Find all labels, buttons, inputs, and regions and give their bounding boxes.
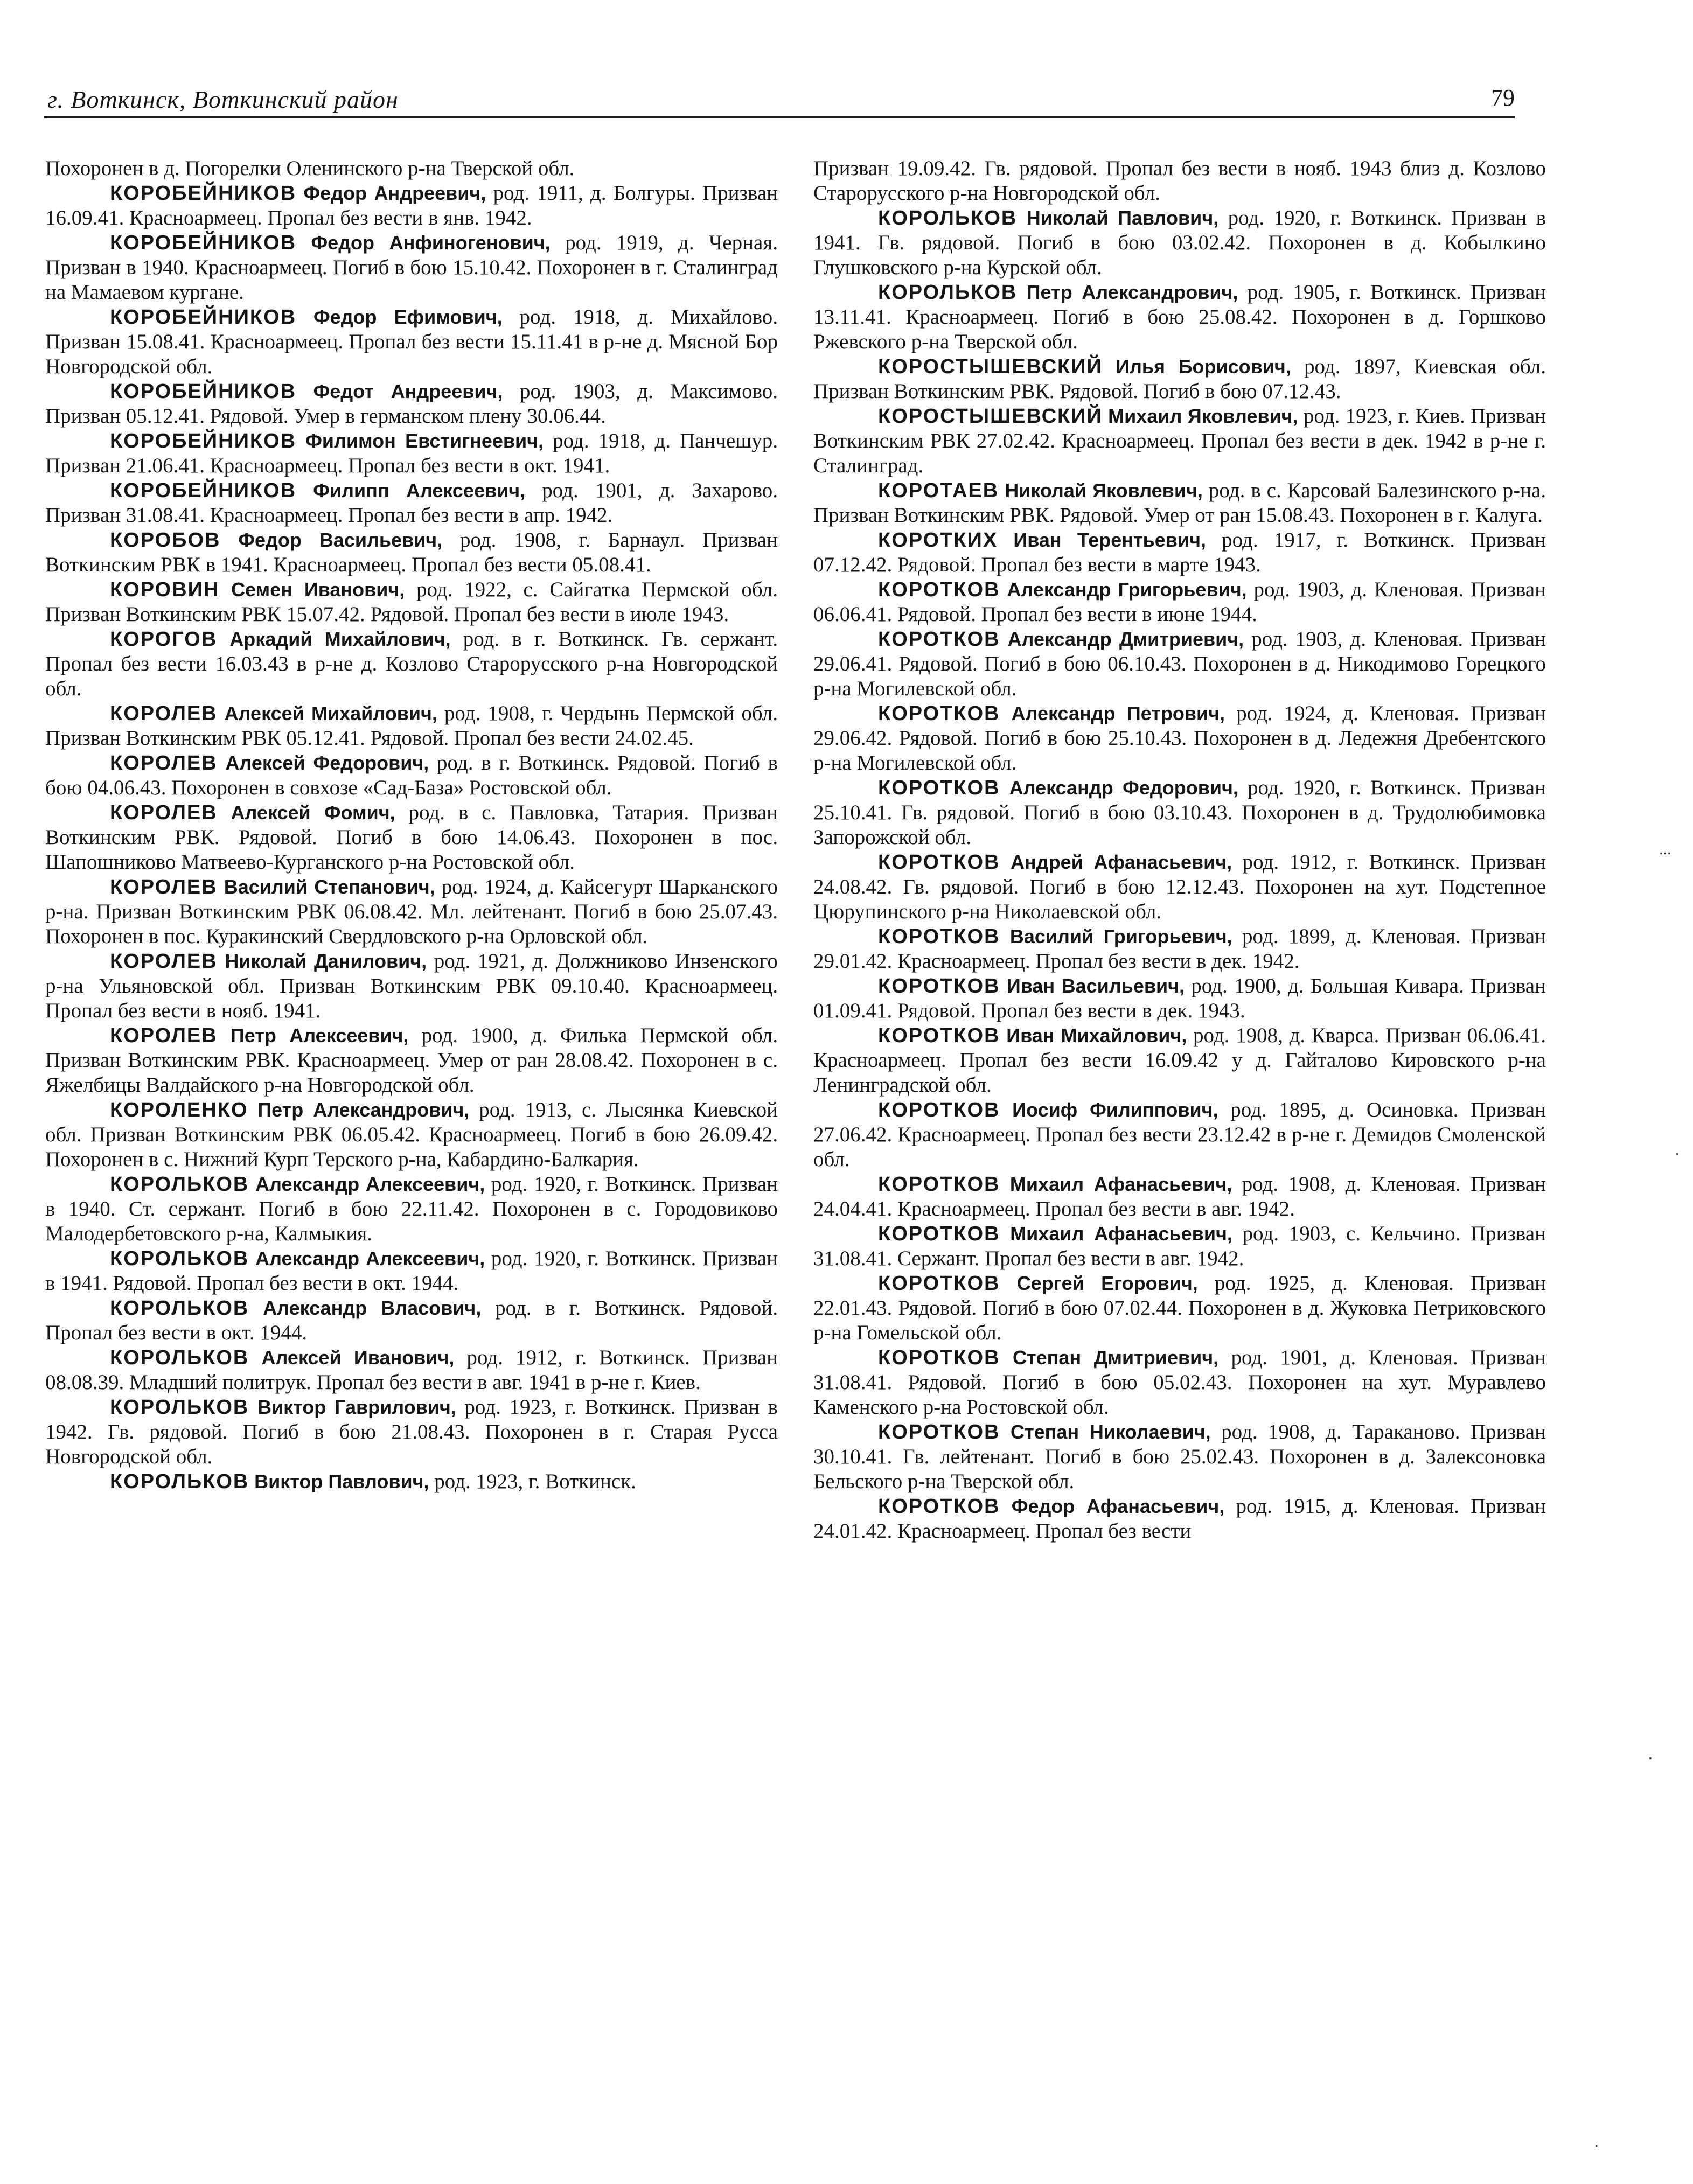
register-entry bbox=[813, 280, 1546, 354]
entry-surname: КОРОТКОВ bbox=[878, 702, 1000, 725]
entry-surname: КОРОЛЬКОВ bbox=[110, 1346, 249, 1369]
register-entry bbox=[45, 379, 778, 429]
entry-given-names: Иван Васильевич, bbox=[1006, 975, 1185, 997]
entry-given-names: Александр Дмитриевич, bbox=[1007, 628, 1244, 650]
register-entry bbox=[45, 701, 778, 751]
entry-given-names: Сергей Егорович, bbox=[1016, 1272, 1198, 1294]
entry-surname: КОРОЛЬКОВ bbox=[110, 1396, 249, 1419]
entry-details: род. 1923, г. Воткинск. bbox=[434, 1470, 636, 1493]
entry-given-names: Андрей Афанасьевич, bbox=[1011, 851, 1232, 873]
entry-details: род. 1923, г. Киев. Призван Воткинским РВК 27.02.42. Красноармеец. Пропал без вести в дек. 1942 в р-не г. Сталинград. bbox=[813, 404, 1546, 477]
entry-given-names: Александр Алексеевич, bbox=[255, 1247, 485, 1269]
entry-details: род. 1908, г. Чердынь Пермской обл. Призван Воткинским РВК 05.12.41. Рядовой. Пропал без вести 24.02.45. bbox=[45, 702, 778, 750]
register-entry bbox=[813, 404, 1546, 478]
entry-details: род. в с. Карсовай Балезинского р-на. Призван Воткинским РВК. Рядовой. Умер от ран 15.08.43. Похоронен в г. Калуга. bbox=[813, 479, 1546, 527]
print-speck: . bbox=[1648, 1745, 1653, 1763]
entry-given-names: Филимон Евстигнеевич, bbox=[305, 430, 544, 452]
entry-continuation bbox=[45, 156, 778, 181]
entry-details: род. 1923, г. Воткинск. Призван в 1942. Гв. рядовой. Погиб в бою 21.08.43. Похоронен в г. Старая Русса Новгородской обл. bbox=[45, 1395, 778, 1468]
entry-details: род. 1900, д. Большая Кивара. Призван 01.09.41. Рядовой. Пропал без вести в дек. 1943. bbox=[813, 974, 1546, 1022]
entry-given-names: Александр Григорьевич, bbox=[1007, 578, 1247, 601]
entry-details: род. 1918, д. Михайлово. Призван 15.08.41. Красноармеец. Пропал без вести 15.11.41 в р-не д. Мясной Бор Новгородской обл. bbox=[45, 305, 778, 378]
running-title: г. Воткинск, Воткинский район bbox=[47, 86, 399, 113]
entry-details: род. 1903, д. Максимово. Призван 05.12.41. Рядовой. Умер в германском плену 30.06.44. bbox=[45, 380, 778, 428]
entry-details: род. 1913, с. Лысянка Киевской обл. Призван Воткинским РВК 06.05.42. Красноармеец. Погиб в бою 26.09.42. Похоронен в с. Нижний Курп Терского р-на, Кабардино-Балкария. bbox=[45, 1098, 778, 1171]
entry-surname: КОРОТКОВ bbox=[878, 1346, 1000, 1369]
entry-details: род. в г. Воткинск. Рядовой. Пропал без вести в окт. 1944. bbox=[45, 1296, 778, 1344]
entry-surname: КОРОТКОВ bbox=[878, 1173, 1000, 1196]
entry-given-names: Александр Власович, bbox=[263, 1297, 482, 1319]
entry-given-names: Степан Николаевич, bbox=[1010, 1421, 1211, 1443]
register-entry bbox=[813, 701, 1546, 776]
entry-surname: КОРОБОВ bbox=[110, 529, 221, 552]
entry-details: род. 1917, г. Воткинск. Призван 07.12.42. Рядовой. Пропал без вести в марте 1943. bbox=[813, 528, 1546, 576]
entry-given-names: Алексей Федорович, bbox=[225, 752, 429, 774]
entry-surname: КОРОЛЕВ bbox=[110, 876, 218, 898]
entry-given-names: Иван Михайлович, bbox=[1006, 1024, 1187, 1046]
entry-given-names: Федот Андреевич, bbox=[313, 380, 503, 402]
register-entry bbox=[45, 478, 778, 528]
entry-surname: КОРОСТЫШЕВСКИЙ bbox=[878, 355, 1103, 378]
entry-surname: КОРОЛЕВ bbox=[110, 801, 218, 824]
register-entry bbox=[45, 1469, 778, 1494]
entry-surname: КОРОБЕЙНИКОВ bbox=[110, 306, 297, 329]
print-speck: ... bbox=[1659, 840, 1671, 858]
register-entry bbox=[45, 875, 778, 949]
register-entry bbox=[813, 1420, 1546, 1494]
right-column bbox=[813, 156, 1546, 1544]
register-entry bbox=[813, 627, 1546, 701]
entry-surname: КОРОГОВ bbox=[110, 628, 218, 651]
entry-given-names: Александр Петрович, bbox=[1011, 702, 1225, 724]
entry-details: род. 1918, д. Панчешур. Призван 21.06.41. Красноармеец. Пропал без вести в окт. 1941. bbox=[45, 429, 778, 477]
entry-given-names: Федор Анфиногенович, bbox=[311, 232, 551, 254]
register-entry bbox=[45, 1296, 778, 1345]
entry-details: род. 1924, д. Кайсегурт Шарканского р-на. Призван Воткинским РВК 06.08.42. Мл. лейтенант. Погиб в бою 25.07.43. Похоронен в пос. Куракинский Свердловского р-на Орловской обл. bbox=[45, 875, 778, 948]
entry-given-names: Александр Алексеевич, bbox=[255, 1173, 485, 1195]
register-entry bbox=[813, 354, 1546, 404]
entry-surname: КОРОЛЕВ bbox=[110, 702, 218, 725]
entry-surname: КОРОБЕЙНИКОВ bbox=[110, 479, 297, 502]
running-header bbox=[44, 80, 1515, 117]
entry-details: род. 1915, д. Кленовая. Призван 24.01.42. Красноармеец. Пропал без вести bbox=[813, 1495, 1546, 1543]
entry-surname: КОРОЛЕВ bbox=[110, 1024, 218, 1047]
register-entry bbox=[45, 1023, 778, 1098]
entry-details: род. 1925, д. Кленовая. Призван 22.01.43. Рядовой. Погиб в бою 07.02.44. Похоронен в д. Жуковка Петриковского р-на Гомельской обл. bbox=[813, 1272, 1546, 1344]
entry-surname: КОРОТКОВ bbox=[878, 1024, 1000, 1047]
entry-given-names: Михаил Афанасьевич, bbox=[1009, 1173, 1232, 1195]
register-entry bbox=[45, 1172, 778, 1246]
print-speck: . bbox=[1594, 2133, 1599, 2151]
entry-given-names: Федор Васильевич, bbox=[238, 529, 443, 551]
entry-given-names: Михаил Яковлевич, bbox=[1108, 405, 1298, 427]
register-entry bbox=[813, 1494, 1546, 1544]
entry-surname: КОРОЛЬКОВ bbox=[110, 1247, 249, 1270]
entry-details: род. 1908, д. Кленовая. Призван 24.04.41. Красноармеец. Пропал без вести в авг. 1942. bbox=[813, 1173, 1546, 1220]
entry-given-names: Александр Федорович, bbox=[1009, 777, 1238, 799]
entry-details: род. 1908, г. Барнаул. Призван Воткинским РВК в 1941. Красноармеец. Пропал без вести 05.08.41. bbox=[45, 528, 778, 576]
page-number: 79 bbox=[1491, 85, 1515, 111]
entry-given-names: Петр Александрович, bbox=[1026, 281, 1238, 303]
entry-details: род. 1901, д. Кленовая. Призван 31.08.41. Рядовой. Погиб в бою 05.02.43. Похоронен на хут. Муравлево Каменского р-на Ростовской обл. bbox=[813, 1346, 1546, 1419]
register-entry bbox=[813, 1172, 1546, 1222]
entry-given-names: Федор Афанасьевич, bbox=[1011, 1495, 1225, 1517]
entry-given-names: Алексей Михайлович, bbox=[224, 702, 437, 724]
entry-surname: КОРОСТЫШЕВСКИЙ bbox=[878, 405, 1103, 428]
register-entry bbox=[45, 1345, 778, 1395]
print-speck: . bbox=[1675, 1141, 1680, 1159]
entry-given-names: Петр Алексеевич, bbox=[230, 1024, 409, 1046]
entry-details: род. в г. Воткинск. Гв. сержант. Пропал без вести 16.03.43 в р-не д. Козлово Старорусского р-на Новгородской обл. bbox=[45, 627, 778, 700]
entry-surname: КОРОТКОВ bbox=[878, 975, 1000, 997]
entry-surname: КОРОТКОВ bbox=[878, 578, 1000, 601]
entry-given-names: Виктор Павлович, bbox=[254, 1470, 429, 1492]
entry-surname: КОРОЛЕВ bbox=[110, 950, 218, 973]
entry-surname: КОРОТКОВ bbox=[878, 777, 1000, 799]
entry-given-names: Петр Александрович, bbox=[257, 1099, 470, 1121]
entry-surname: КОРОТКОВ bbox=[878, 1223, 1000, 1245]
entry-given-names: Федор Андреевич, bbox=[303, 182, 486, 204]
entry-surname: КОРОЛЕВ bbox=[110, 752, 218, 774]
entry-details: род. 1912, г. Воткинск. Призван 08.08.39. Младший политрук. Пропал без вести в авг. 1941 в р-не г. Киев. bbox=[45, 1346, 778, 1394]
entry-details: род. 1905, г. Воткинск. Призван 13.11.41. Красноармеец. Погиб в бою 25.08.42. Похоронен в д. Горшково Ржевского р-на Тверской обл. bbox=[813, 281, 1546, 353]
entry-details: род. 1924, д. Кленовая. Призван 29.06.42. Рядовой. Погиб в бою 25.10.43. Похоронен в д. Ледежня Дребентского р-на Могилевской обл. bbox=[813, 702, 1546, 774]
entry-details: род. 1921, д. Должниково Инзенского р-на Ульяновской обл. Призван Воткинским РВК 09.10.40. Красноармеец. Пропал без вести в нояб. 1941. bbox=[45, 950, 778, 1022]
entry-given-names: Алексей Иванович, bbox=[261, 1346, 455, 1369]
entry-details: род. 1897, Киевская обл. Призван Воткинским РВК. Рядовой. Погиб в бою 07.12.43. bbox=[813, 355, 1546, 403]
entry-given-names: Филипп Алексеевич, bbox=[313, 479, 526, 501]
entry-surname: КОРОТКОВ bbox=[878, 851, 1000, 874]
entry-given-names: Илья Борисович, bbox=[1116, 355, 1291, 378]
entry-details: род. 1920, г. Воткинск. Призван в 1940. Ст. сержант. Погиб в бою 22.11.42. Похоронен в с. Городовиково Малодербетовского р-на, Калмыкия. bbox=[45, 1173, 778, 1245]
register-entry bbox=[813, 974, 1546, 1023]
entry-given-names: Алексей Фомич, bbox=[231, 801, 395, 824]
entry-surname: КОРОЛЬКОВ bbox=[110, 1470, 249, 1493]
entry-details: род. 1903, д. Кленовая. Призван 29.06.41. Рядовой. Погиб в бою 06.10.43. Похоронен в д. Никодимово Горецкого р-на Могилевской обл. bbox=[813, 627, 1546, 700]
entry-given-names: Степан Дмитриевич, bbox=[1012, 1346, 1219, 1369]
entry-details: род. 1895, д. Осиновка. Призван 27.06.42. Красноармеец. Пропал без вести 23.12.42 в р-не г. Демидов Смоленской обл. bbox=[813, 1098, 1546, 1171]
entry-continuation bbox=[813, 156, 1546, 206]
entry-given-names: Аркадий Михайлович, bbox=[229, 628, 451, 650]
entry-given-names: Иван Терентьевич, bbox=[1013, 529, 1206, 551]
entry-surname: КОРОЛЬКОВ bbox=[110, 1297, 249, 1320]
header-rule bbox=[44, 116, 1515, 118]
register-entry bbox=[45, 800, 778, 875]
entry-given-names: Федор Ефимович, bbox=[313, 306, 503, 328]
entry-surname: КОРОБЕЙНИКОВ bbox=[110, 430, 297, 452]
entry-given-names: Василий Григорьевич, bbox=[1009, 925, 1232, 947]
register-entry bbox=[45, 305, 778, 379]
entry-details: род. 1920, г. Воткинск. Призван в 1941. Рядовой. Пропал без вести в окт. 1944. bbox=[45, 1247, 778, 1295]
entry-surname: КОРОЛЕНКО bbox=[110, 1099, 248, 1121]
register-entry bbox=[813, 206, 1546, 280]
entry-details: род. в г. Воткинск. Рядовой. Погиб в бою 04.06.43. Похоронен в совхозе «Сад-База» Ростовской обл. bbox=[45, 751, 778, 799]
entry-details: род. 1922, с. Сайгатка Пермской обл. Призван Воткинским РВК 15.07.42. Рядовой. Пропал без вести в июле 1943. bbox=[45, 578, 778, 626]
register-entry bbox=[45, 181, 778, 231]
register-entry bbox=[45, 627, 778, 701]
entry-surname: КОРОТКИХ bbox=[878, 529, 998, 552]
entry-surname: КОРОТАЕВ bbox=[878, 479, 999, 502]
register-entry bbox=[45, 429, 778, 478]
register-entry bbox=[45, 949, 778, 1023]
entry-given-names: Николай Павлович, bbox=[1026, 207, 1219, 229]
register-entry bbox=[813, 924, 1546, 974]
entry-surname: КОРОТКОВ bbox=[878, 1495, 1000, 1518]
register-entry bbox=[45, 1098, 778, 1172]
entry-surname: КОРОЛЬКОВ bbox=[878, 281, 1018, 304]
entry-surname: КОРОТКОВ bbox=[878, 1421, 1000, 1443]
register-entry bbox=[813, 1023, 1546, 1098]
entry-details: род. 1903, с. Кельчино. Призван 31.08.41. Сержант. Пропал без вести в авг. 1942. bbox=[813, 1222, 1546, 1270]
register-entry bbox=[813, 1222, 1546, 1271]
entry-surname: КОРОТКОВ bbox=[878, 628, 1000, 651]
register-entry bbox=[813, 577, 1546, 627]
register-entry bbox=[813, 478, 1546, 528]
register-entry bbox=[45, 528, 778, 577]
entry-surname: КОРОБЕЙНИКОВ bbox=[110, 182, 297, 205]
entry-surname: КОРОТКОВ bbox=[878, 1099, 1000, 1121]
entry-given-names: Семен Иванович, bbox=[231, 578, 405, 601]
entry-details: род. 1901, д. Захарово. Призван 31.08.41. Красноармеец. Пропал без вести в апр. 1942. bbox=[45, 479, 778, 527]
entry-details: род. 1911, д. Болгуры. Призван 16.09.41. Красноармеец. Пропал без вести в янв. 1942. bbox=[45, 182, 778, 229]
entry-given-names: Михаил Афанасьевич, bbox=[1010, 1223, 1232, 1245]
register-entry bbox=[45, 751, 778, 800]
entry-surname: КОРОТКОВ bbox=[878, 1272, 1000, 1295]
register-entry bbox=[813, 1098, 1546, 1172]
entry-details: род. 1908, д. Кварса. Призван 06.06.41. Красноармеец. Пропал без вести 16.09.42 у д. Гайталово Кировского р-на Ленинградской обл. bbox=[813, 1024, 1546, 1097]
entry-details: род. в с. Павловка, Татария. Призван Воткинским РВК. Рядовой. Погиб в бою 14.06.43. Похоронен в пос. Шапошниково Матвеево-Курганского р-на Ростовской обл. bbox=[45, 801, 778, 874]
entry-details: Похоронен в д. Погорелки Оленинского р-на Тверской обл. bbox=[45, 157, 575, 180]
entry-surname: КОРОЛЬКОВ bbox=[110, 1173, 249, 1196]
entry-given-names: Иосиф Филиппович, bbox=[1012, 1099, 1218, 1121]
entry-given-names: Николай Данилович, bbox=[225, 950, 427, 972]
entry-surname: КОРОБЕЙНИКОВ bbox=[110, 232, 297, 254]
entry-details: род. 1920, г. Воткинск. Призван 25.10.41. Гв. рядовой. Погиб в бою 03.10.43. Похоронен в д. Трудолюбимовка Запорожской обл. bbox=[813, 776, 1546, 849]
register-entry bbox=[813, 776, 1546, 850]
entry-details: род. 1912, г. Воткинск. Призван 24.08.42. Гв. рядовой. Погиб в бою 12.12.43. Похоронен на хут. Подстепное Цюрупинского р-на Николаевской обл. bbox=[813, 850, 1546, 923]
entry-surname: КОРОВИН bbox=[110, 578, 220, 601]
left-column bbox=[45, 156, 778, 1494]
register-entry bbox=[45, 231, 778, 305]
entry-given-names: Виктор Гаврилович, bbox=[257, 1396, 456, 1418]
entry-details: род. 1903, д. Кленовая. Призван 06.06.41. Рядовой. Пропал без вести в июне 1944. bbox=[813, 578, 1546, 626]
entry-details: род. 1900, д. Филька Пермской обл. Призван Воткинским РВК. Красноармеец. Умер от ран 28.08.42. Похоронен в с. Яжелбицы Валдайского р-на Новгородской обл. bbox=[45, 1024, 778, 1097]
register-entry bbox=[813, 1345, 1546, 1420]
entry-surname: КОРОБЕЙНИКОВ bbox=[110, 380, 297, 403]
register-entry bbox=[813, 850, 1546, 924]
entry-given-names: Николай Яковлевич, bbox=[1005, 479, 1203, 501]
entry-details: род. 1920, г. Воткинск. Призван в 1941. Гв. рядовой. Погиб в бою 03.02.42. Похоронен в д. Кобылкино Глушковского р-на Курской обл. bbox=[813, 206, 1546, 279]
register-entry bbox=[45, 577, 778, 627]
register-entry bbox=[45, 1395, 778, 1469]
entry-given-names: Василий Степанович, bbox=[224, 876, 435, 898]
entry-details: Призван 19.09.42. Гв. рядовой. Пропал без вести в нояб. 1943 близ д. Козлово Старорусского р-на Новгородской обл. bbox=[813, 157, 1546, 205]
entry-surname: КОРОЛЬКОВ bbox=[878, 207, 1018, 229]
register-entry bbox=[813, 1271, 1546, 1345]
entry-surname: КОРОТКОВ bbox=[878, 925, 1000, 948]
entry-details: род. 1899, д. Кленовая. Призван 29.01.42. Красноармеец. Пропал без вести в дек. 1942. bbox=[813, 925, 1546, 973]
register-entry bbox=[813, 528, 1546, 577]
entry-details: род. 1919, д. Черная. Призван в 1940. Красноармеец. Погиб в бою 15.10.42. Похоронен в г. Сталинград на Мамаевом кургане. bbox=[45, 231, 778, 304]
entry-details: род. 1908, д. Тараканово. Призван 30.10.41. Гв. лейтенант. Погиб в бою 25.02.43. Похоронен в д. Залексоновка Бельского р-на Тверской обл. bbox=[813, 1420, 1546, 1493]
register-entry bbox=[45, 1246, 778, 1296]
